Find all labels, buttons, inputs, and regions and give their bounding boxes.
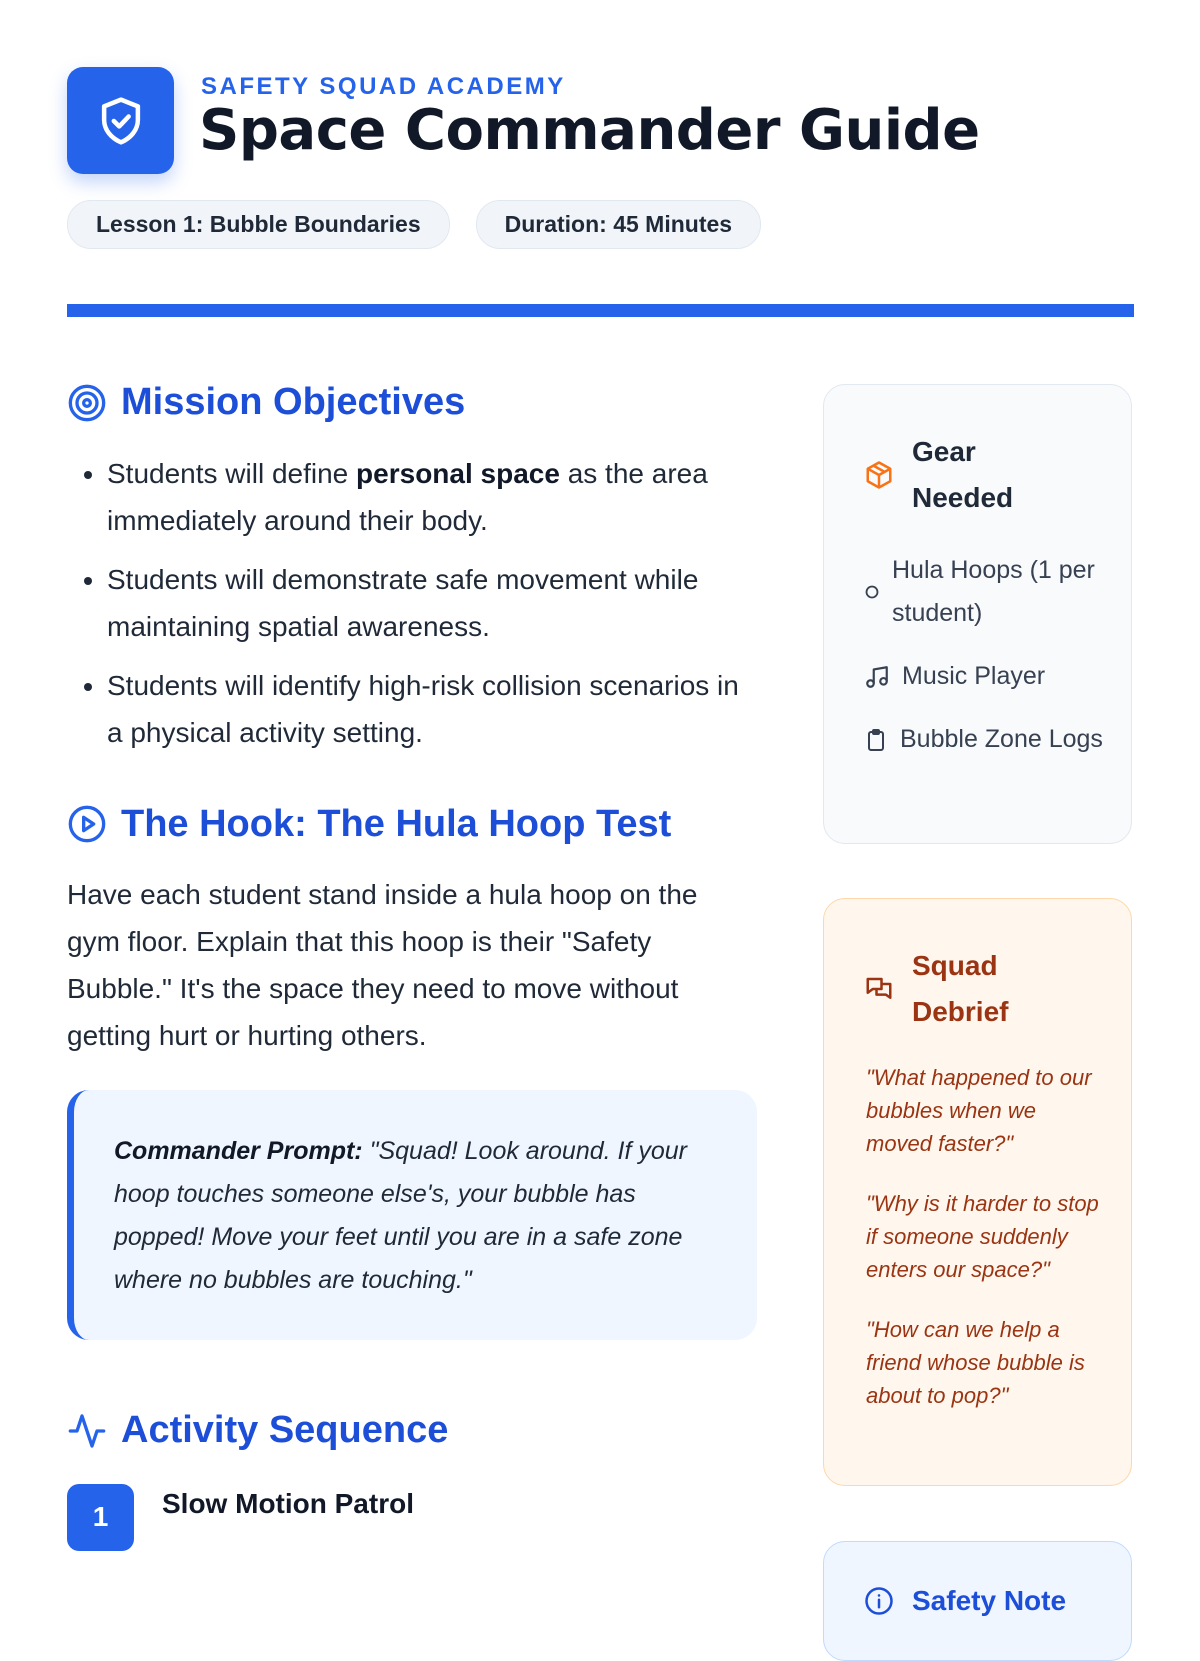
objective-text: Students will identify high-risk collision scenarios in a physical activity setting. [107,669,739,748]
play-circle-icon [67,804,107,844]
debrief-card [823,898,1132,1486]
objective-item [107,450,757,544]
gear-item-label: Bubble Zone Logs [900,725,1103,753]
package-icon [864,460,894,490]
debrief-heading: Squad Debrief [912,950,1009,1027]
debrief-question: "What happened to our bubbles when we moved faster?" [866,1065,1092,1156]
gear-item-label: Hula Hoops (1 per student) [892,556,1095,627]
gear-card [823,384,1132,844]
chat-bubbles-icon [864,974,894,1004]
debrief-question: "How can we help a friend whose bubble is about to pop?" [866,1317,1085,1408]
logo [67,67,174,174]
objectives-heading-text: Mission Objectives [121,381,466,423]
prompt-text: "Squad! Look around. If your hoop touches someone else's, your bubble has popped! Move your feet until you are in a safe zone where no bubbles are touching." [114,1137,688,1295]
objectives-heading [67,380,757,426]
gear-item [864,655,1104,698]
header-divider [67,304,1134,317]
gear-heading: Gear Needed [912,436,1014,513]
commander-prompt [67,1090,757,1340]
hook-heading-text: The Hook: The Hula Hoop Test [121,802,672,845]
page-title: Space Commander Guide [199,98,980,163]
gear-card-header [864,429,1032,521]
objective-text: Students will define [107,457,357,489]
activity-heading [67,1408,757,1454]
safety-card-header [864,1578,1066,1624]
step-title: Slow Motion Patrol [162,1487,414,1519]
gear-item-label: Music Player [902,662,1046,690]
activity-icon [67,1411,107,1451]
safety-heading: Safety Note [912,1585,1067,1616]
gear-list [864,549,1104,781]
activity-heading-text: Activity Sequence [121,1409,449,1452]
shield-check-icon [94,94,148,148]
objective-emphasis: personal space [356,457,560,489]
objective-item [107,662,757,756]
gear-item [864,718,1104,761]
main-column [67,380,757,1551]
lesson-meta [67,200,761,249]
gear-item [864,549,1104,635]
debrief-question: "Why is it harder to stop if someone suddenly enters our space?" [866,1191,1099,1282]
objective-text: as the area immediately around their body. [107,457,708,536]
circle-icon [864,584,880,600]
duration-pill: Duration: 45 Minutes [476,200,761,249]
lesson-pill: Lesson 1: Bubble Boundaries [67,200,450,249]
objective-item [107,556,757,650]
clipboard-icon [864,727,888,753]
objectives-list [67,450,757,756]
step-number: 1 [67,1484,134,1551]
target-icon [67,383,107,423]
safety-card [823,1541,1132,1661]
academy-name: SAFETY SQUAD ACADEMY [201,73,566,100]
music-note-icon [864,664,890,690]
debrief-questions [866,1061,1106,1439]
debrief-card-header [864,943,1032,1035]
activity-step [67,1484,757,1551]
hook-description: Have each student stand inside a hula hoop on the gym floor. Explain that this hoop is their "Safety Bubble." It's the space they need to move without getting hurt or hurting others. [67,879,698,1052]
info-icon [864,1586,894,1616]
prompt-label: Commander Prompt: [114,1137,363,1166]
objective-text: Students will demonstrate safe movement while maintaining spatial awareness. [107,563,699,642]
hook-heading [67,802,757,848]
